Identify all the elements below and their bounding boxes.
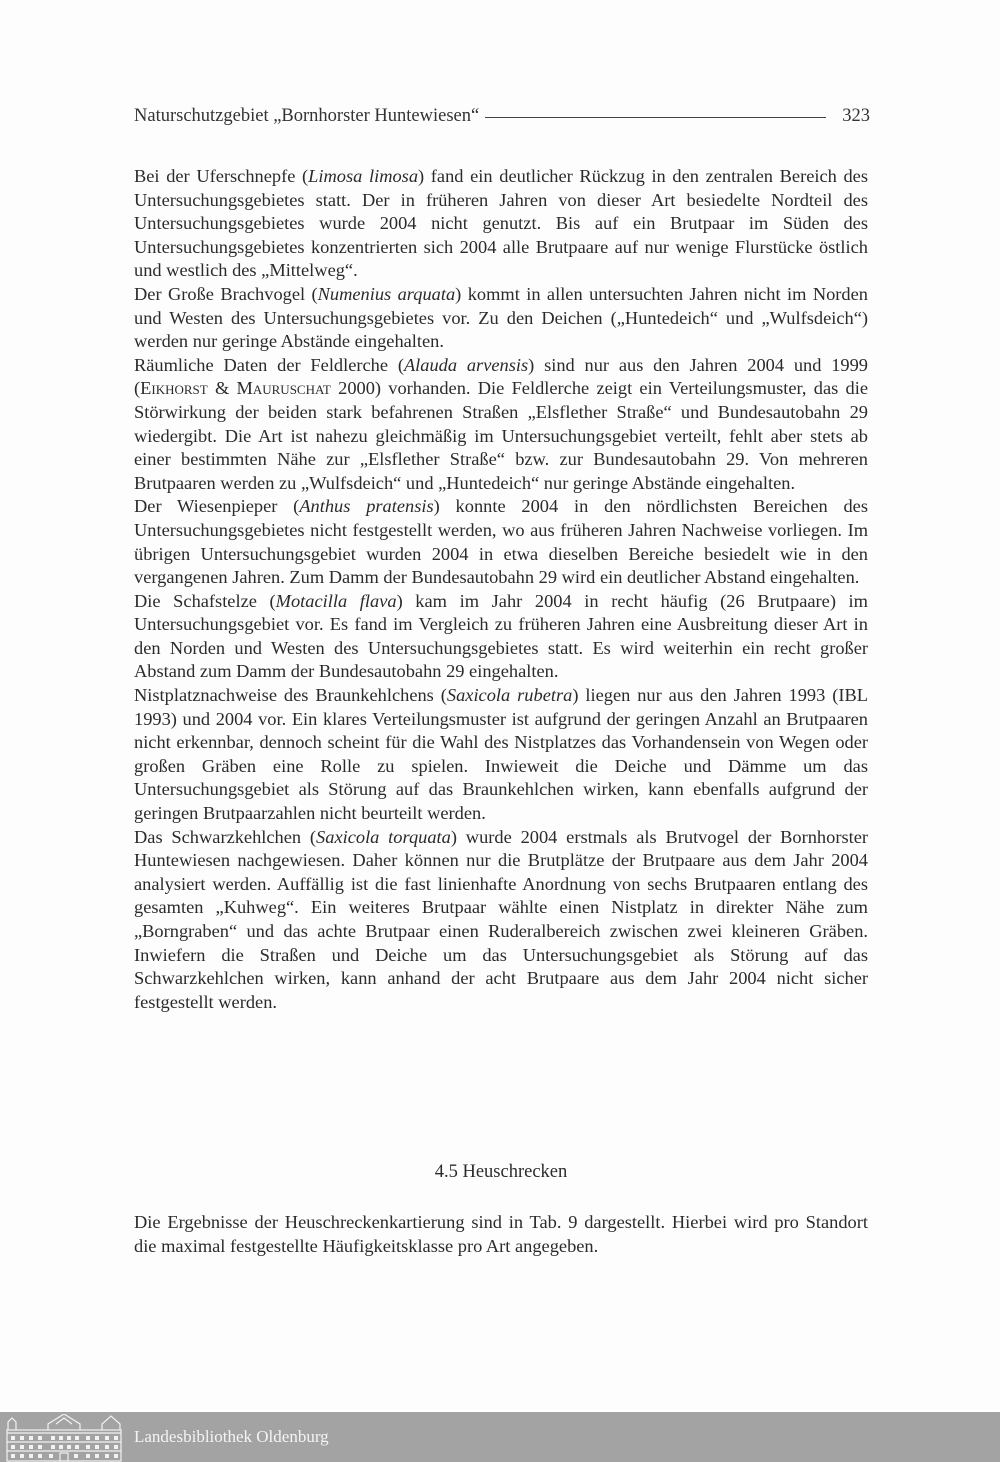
paragraph-wiesenpieper: Der Wiesenpieper (Anthus pratensis) konnte 2004 in den nördlichsten Bereichen des Untersuchungsgebietes nicht festgestellt werden, wo aus früheren Jahren Nachweise vorliegen. Im übrigen Untersuchungsgebiet wurden 2004 in etwa dieselben Bereiche besiedelt wie in den vergangenen Jahren. Zum Damm der Bundesautobahn 29 wird ein deutlicher Abstand eingehalten. <box>134 496 868 588</box>
section-text <box>134 1211 868 1258</box>
running-head-rule <box>485 117 826 118</box>
paragraph-uferschnepfe: Bei der Uferschnepfe (Limosa limosa) fand ein deutlicher Rückzug in den zentralen Bereich des Untersuchungsgebietes statt. Der in früheren Jahren von dieser Art besiedelte Nordteil des Untersuchungsgebietes wurde 2004 nicht genutzt. Bis auf ein Brutpaar im Süden des Untersuchungsgebietes konzentrierten sich 2004 alle Brutpaare auf nur wenige Flurstücke östlich und westlich des „Mittelweg“. <box>134 166 868 281</box>
species-name: Saxicola torquata <box>316 826 451 847</box>
paragraph-schwarzkehlchen: Das Schwarzkehlchen (Saxicola torquata) wurde 2004 erstmals als Brutvogel der Bornhorster Huntewiesen nachgewiesen. Daher können nur die Brutplätze der Brutpaare aus dem Jahr 2004 analysiert werden. Auffällig ist die fast linienhafte Anordnung von sechs Brutpaaren entlang des gesamten „Kuhweg“. Ein weiteres Brutpaar wählte einen Nistplatz in direkter Nähe zum „Borngraben“ und das achte Brutpaar einen Ruderalbereich zwischen zwei kleineren Gräben. Inwiefern die Straßen und Deiche um das Untersuchungsgebiet als Störung auf das Schwarzkehlchen wirken, kann anhand der acht Brutpaare aus dem Jahr 2004 nicht sicher festgestellt werden. <box>134 826 868 1012</box>
page-number: 323 <box>842 105 870 126</box>
running-head <box>134 103 870 129</box>
running-head-title: Naturschutzgebiet „Bornhorster Huntewiesen“ <box>134 105 480 126</box>
species-name: Saxicola rubetra <box>446 685 573 706</box>
paragraph-schafstelze: Die Schafstelze (Motacilla flava) kam im Jahr 2004 in recht häufig (26 Brutpaare) im Untersuchungsgebiet vor. Es fand im Vergleich zu früheren Jahren eine Ausbreitung dieser Art in den Norden und Westen des Untersuchungsgebietes statt. Es wird weiterhin ein recht großer Abstand zum Damm der Bundesautobahn 29 eingehalten. <box>134 590 868 682</box>
species-name: Limosa limosa <box>308 166 419 186</box>
citation-authors: Eikhorst & Mauruschat <box>140 378 331 399</box>
library-building-icon <box>4 1414 124 1462</box>
species-name: Numenius arquata <box>317 283 456 304</box>
library-name: Landesbibliothek Oldenburg <box>134 1427 329 1446</box>
paragraph-braunkehlchen: Nistplatznachweise des Braunkehlchens (Saxicola rubetra) liegen nur aus den Jahren 1993 (IBL 1993) und 2004 vor. Ein klares Verteilungsmuster ist aufgrund der geringen Anzahl an Brutpaaren nicht erkennbar, dennoch scheint für die Wahl des Nistplatzes das Vorhandensein von Wegen oder großen Gräben eine Rolle zu spielen. Inwieweit die Deiche und Dämme um das Untersuchungsgebiet als Störung auf das Braunkehlchen wirken, kann ebenfalls aufgrund der geringen Brutpaarzahlen nicht beurteilt werden. <box>134 685 868 824</box>
species-name: Anthus pratensis <box>299 496 434 517</box>
species-name: Motacilla flava <box>275 590 397 611</box>
library-footer-banner <box>0 1412 1000 1462</box>
section-heading: 4.5 Heuschrecken <box>434 1162 568 1182</box>
body-text <box>134 165 868 1014</box>
species-name: Alauda arvensis <box>403 354 529 375</box>
paragraph-brachvogel: Der Große Brachvogel (Numenius arquata) kommt in allen untersuchten Jahren nicht im Norden und Westen des Untersuchungsgebietes vor. Zu den Deichen („Huntedeich“ und „Wulfsdeich“) werden nur geringe Abstände eingehalten. <box>134 283 868 352</box>
paragraph-feldlerche: Räumliche Daten der Feldlerche (Alauda arvensis) sind nur aus den Jahren 2004 und 1999 (Eikhorst & Mauruschat 2000) vorhanden. Die Feldlerche zeigt ein Verteilungsmuster, das die Störwirkung der beiden stark befahrenen Straßen „Elsflether Straße“ und Bundesautobahn 29 wiedergibt. Die Art ist nahezu gleichmäßig im Untersuchungsgebiet verteilt, fehlt aber stets ab einer bestimmten Nähe zur „Elsflether Straße“ bzw. zur Bundesautobahn 29. Von mehreren Brutpaaren werden zu „Wulfsdeich“ und „Huntedeich“ nur geringe Abstände eingehalten. <box>134 354 868 493</box>
paragraph-heuschrecken: Die Ergebnisse der Heuschreckenkartierung sind in Tab. 9 dargestellt. Hierbei wird pro Standort die maximal festgestellte Häufigkeitsklasse pro Art angegeben. <box>134 1212 868 1256</box>
